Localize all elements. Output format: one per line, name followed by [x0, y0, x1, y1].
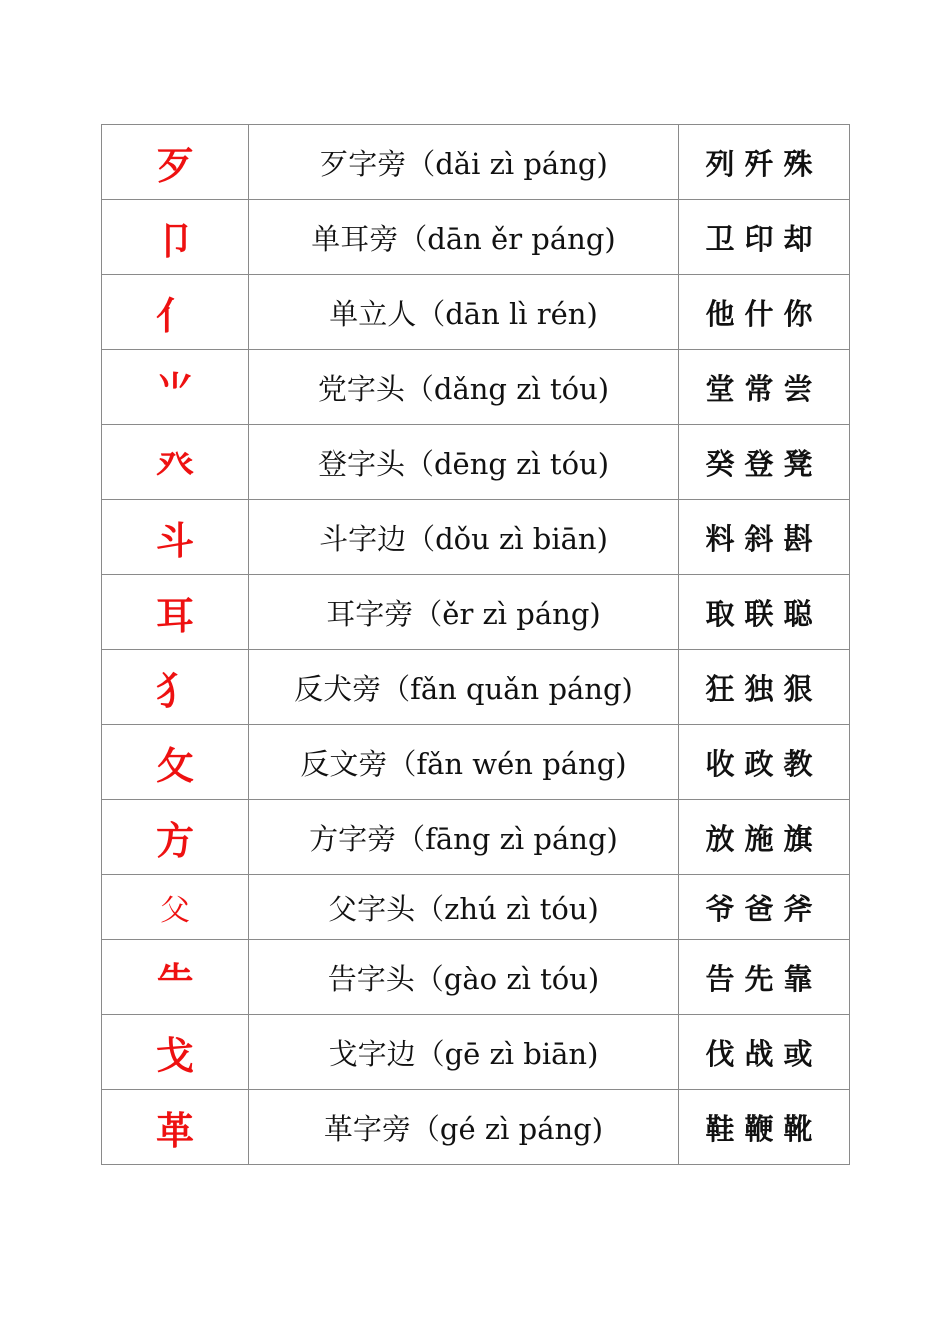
- radical-name-cell: 戈字边（gē zì biān): [249, 1015, 679, 1090]
- example-characters-cell: 料斜斟: [679, 500, 850, 575]
- example-characters-cell: 他什你: [679, 275, 850, 350]
- table-row: [102, 275, 850, 350]
- example-characters-cell: 放施旗: [679, 800, 850, 875]
- radical-name-cell: 单耳旁（dān ěr páng): [249, 200, 679, 275]
- radical-cell: 斗: [102, 500, 249, 575]
- table-row: [102, 725, 850, 800]
- radical-cell: 卩: [102, 200, 249, 275]
- radical-cell: 亻: [102, 275, 249, 350]
- radical-name-cell: 斗字边（dǒu zì biān): [249, 500, 679, 575]
- table-row: [102, 1090, 850, 1165]
- table-row: [102, 940, 850, 1015]
- table-row: [102, 200, 850, 275]
- radical-name-cell: 方字旁（fāng zì páng): [249, 800, 679, 875]
- radical-cell: 戈: [102, 1015, 249, 1090]
- radical-cell: ⺌: [102, 350, 249, 425]
- example-characters-cell: 卫印却: [679, 200, 850, 275]
- radical-name-cell: 单立人（dān lì rén): [249, 275, 679, 350]
- radical-name-cell: 登字头（dēng zì tóu): [249, 425, 679, 500]
- example-characters-cell: 狂独狠: [679, 650, 850, 725]
- radical-name-cell: 反犬旁（fǎn quǎn páng): [249, 650, 679, 725]
- table-row: [102, 425, 850, 500]
- example-characters-cell: 列歼殊: [679, 125, 850, 200]
- example-characters-cell: 告先靠: [679, 940, 850, 1015]
- radical-cell: 耳: [102, 575, 249, 650]
- radical-name-cell: 歹字旁（dǎi zì páng): [249, 125, 679, 200]
- table-row: [102, 575, 850, 650]
- example-characters-cell: 收政教: [679, 725, 850, 800]
- table-row: [102, 500, 850, 575]
- radical-cell: 攵: [102, 725, 249, 800]
- example-characters-cell: 伐战或: [679, 1015, 850, 1090]
- radical-name-cell: 父字头（zhú zì tóu): [249, 875, 679, 940]
- table-row: [102, 350, 850, 425]
- radical-cell: 癶: [102, 425, 249, 500]
- example-characters-cell: 癸登凳: [679, 425, 850, 500]
- radical-table: [101, 124, 850, 1165]
- radical-name-cell: 反文旁（fǎn wén páng): [249, 725, 679, 800]
- example-characters-cell: 堂常尝: [679, 350, 850, 425]
- radical-cell: 革: [102, 1090, 249, 1165]
- table-row: [102, 875, 850, 940]
- radical-name-cell: 革字旁（gé zì páng): [249, 1090, 679, 1165]
- table-row: [102, 1015, 850, 1090]
- example-characters-cell: 爷爸斧: [679, 875, 850, 940]
- radical-cell: 歹: [102, 125, 249, 200]
- radical-name-cell: 耳字旁（ěr zì páng): [249, 575, 679, 650]
- radical-name-cell: 党字头（dǎng zì tóu): [249, 350, 679, 425]
- radical-cell: 犭: [102, 650, 249, 725]
- radical-name-cell: 告字头（gào zì tóu): [249, 940, 679, 1015]
- example-characters-cell: 取联聪: [679, 575, 850, 650]
- radical-cell: 父: [102, 875, 249, 940]
- radical-cell: 方: [102, 800, 249, 875]
- table-row: [102, 650, 850, 725]
- table-row: [102, 800, 850, 875]
- radical-cell: ⺧: [102, 940, 249, 1015]
- example-characters-cell: 鞋鞭靴: [679, 1090, 850, 1165]
- table-row: [102, 125, 850, 200]
